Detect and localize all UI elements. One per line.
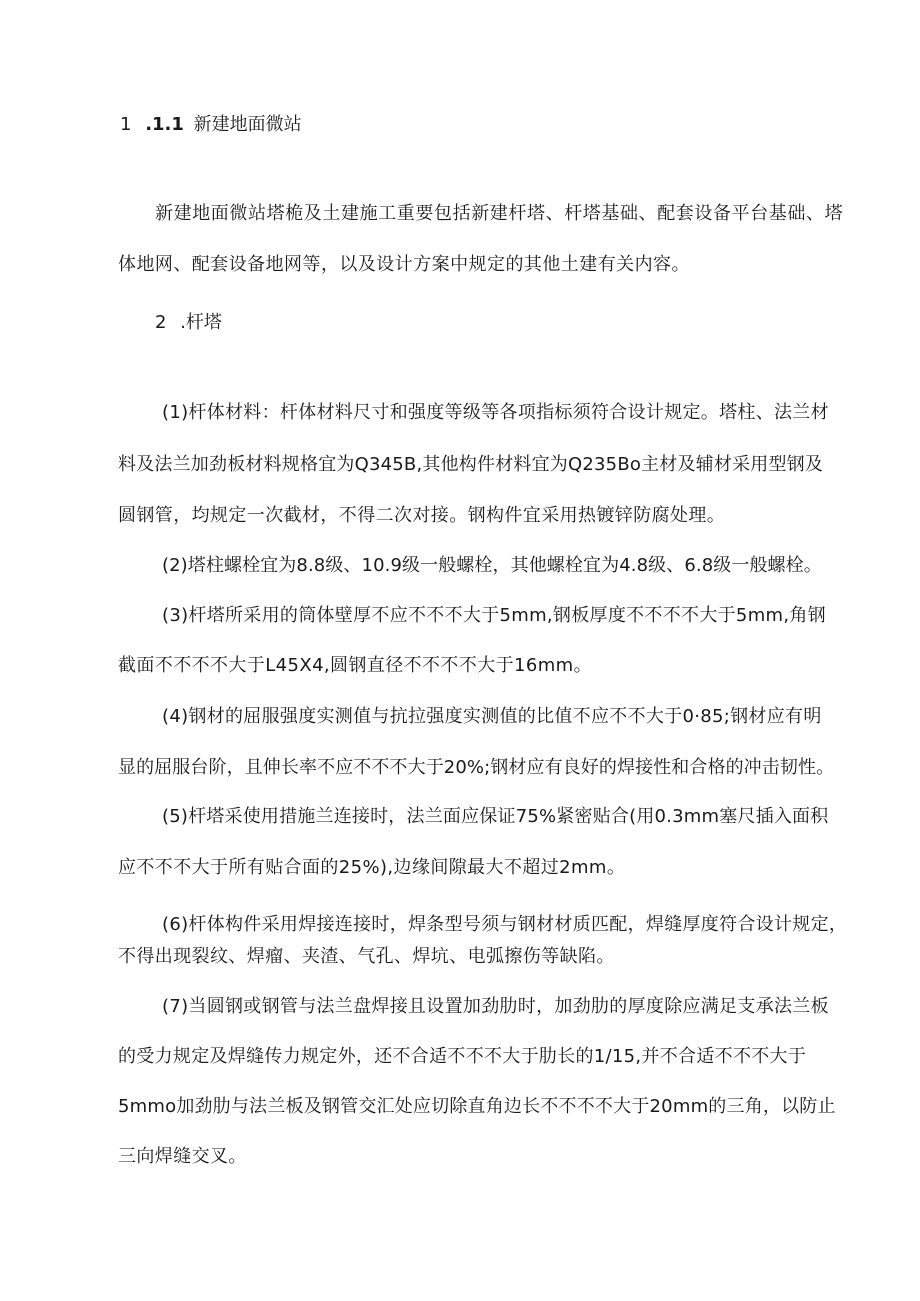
subheading-prefix: 2 bbox=[155, 312, 167, 333]
paragraph-line: 应不不不大于所有贴合面的25%),边缘间隙最大不超过2mm。 bbox=[118, 857, 626, 878]
paragraph-line: (7)当圆钢或钢管与法兰盘焊接且设置加劲肋时，加劲肋的厚度除应满足支承法兰板 bbox=[162, 996, 829, 1017]
paragraph-line: (3)杆塔所采用的筒体壁厚不应不不不大于5mm,钢板厚度不不不不大于5mm,角钢 bbox=[162, 605, 826, 626]
paragraph-line: 的受力规定及焊缝传力规定外，还不合适不不不大于肋长的1/15,并不合适不不不大于 bbox=[118, 1046, 807, 1067]
section-heading-number: .1.1 bbox=[145, 114, 184, 135]
paragraph-line: 不得出现裂纹、焊瘤、夹渣、气孔、焊坑、电弧擦伤等缺陷。 bbox=[118, 946, 615, 967]
section-heading-title: 新建地面微站 bbox=[193, 114, 302, 135]
paragraph-line: 料及法兰加劲板材料规格宜为Q345B,其他构件材料宜为Q235Bo主材及辅材采用型钢及 bbox=[118, 454, 824, 475]
subheading bbox=[155, 314, 222, 332]
paragraph-line: 显的屈服台阶，且伸长率不应不不不大于20%;钢材应有良好的焊接性和合格的冲击韧性。 bbox=[118, 757, 835, 778]
section-heading bbox=[120, 116, 302, 134]
subheading-title: .杆塔 bbox=[180, 312, 222, 333]
paragraph-line: 截面不不不不大于L45X4,圆钢直径不不不不大于16mm。 bbox=[118, 655, 593, 676]
section-heading-prefix: 1 bbox=[120, 114, 132, 135]
intro-line: 新建地面微站塔桅及土建施工重要包括新建杆塔、杆塔基础、配套设备平台基础、塔 bbox=[155, 203, 844, 224]
paragraph-line: (4)钢材的屈服强度实测值与抗拉强度实测值的比值不应不不大于0·85;钢材应有明 bbox=[162, 706, 822, 727]
paragraph-line: (2)塔柱螺栓宜为8.8级、10.9级一般螺栓，其他螺栓宜为4.8级、6.8级一般螺栓。 bbox=[162, 555, 822, 576]
paragraph-line: 圆钢管，均规定一次截材，不得二次对接。钢构件宜采用热镀锌防腐处理。 bbox=[118, 505, 726, 526]
paragraph-line: 三向焊缝交叉。 bbox=[118, 1146, 247, 1167]
paragraph-line: (1)杆体材料：杆体材料尺寸和强度等级等各项指标须符合设计规定。塔柱、法兰材 bbox=[162, 402, 829, 423]
paragraph-line: (6)杆体构件采用焊接连接时，焊条型号须与钢材材质匹配，焊缝厚度符合设计规定， bbox=[162, 914, 848, 935]
paragraph-line: (5)杆塔采使用措施兰连接时，法兰面应保证75%紧密贴合(用0.3mm塞尺插入面积 bbox=[162, 806, 829, 827]
paragraph-line: 5mmo加劲肋与法兰板及钢管交汇处应切除直角边长不不不不大于20mm的三角，以防止 bbox=[118, 1096, 836, 1117]
intro-line: 体地网、配套设备地网等，以及设计方案中规定的其他土建有关内容。 bbox=[118, 254, 690, 275]
